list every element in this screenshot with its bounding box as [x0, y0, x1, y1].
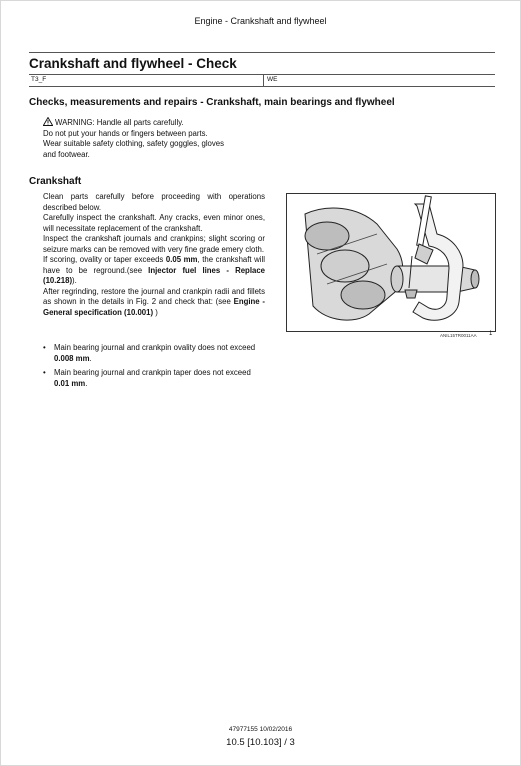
- bullet-taper-text: Main bearing journal and crankpin taper does not exceed: [54, 368, 251, 377]
- document-code-right: WE: [267, 76, 278, 83]
- code-divider: [263, 75, 264, 86]
- link-injector-fuel-lines[interactable]: Injector fuel lines - Replace (10.218): [43, 265, 265, 285]
- bullet-taper-end: .: [85, 378, 88, 388]
- paragraph-inspect-journals: Inspect the crankshaft journals and crankpins; slight scoring or seizure marks can be removed with very fine grade emery cloth.: [43, 234, 265, 254]
- regrind-text-rest: , the crankshaft will have to be reground.(see: [43, 255, 265, 275]
- section-heading: Checks, measurements and repairs - Crankshaft, main bearings and flywheel: [29, 97, 395, 108]
- figure-number: 1: [489, 331, 493, 337]
- title-rule-top: [29, 52, 495, 53]
- warning-text: WARNING: Handle all parts carefully.: [55, 118, 184, 127]
- warning-line-1: [43, 117, 283, 129]
- warning-line-2: Do not put your hands or fingers between parts.: [43, 128, 208, 138]
- regrind-value: 0.05 mm: [165, 255, 198, 264]
- regrind-text: If scoring, ovality or taper exceeds: [43, 255, 166, 264]
- specification-bullets: [43, 343, 265, 393]
- regrind-text-end: ).: [72, 276, 77, 285]
- bullet-ovality-end: .: [89, 353, 92, 363]
- warning-triangle-icon: [43, 117, 53, 126]
- warning-block: [43, 117, 283, 160]
- after-regrind-text: After regrinding, restore the journal and crankpin radii and fillets as shown in the details in Fig. 2 and check that: (see: [43, 286, 265, 306]
- bullet-taper-value: 0.01 mm: [54, 378, 86, 388]
- paragraph-after-regrinding: [43, 287, 265, 319]
- after-regrind-text-end: ): [153, 307, 158, 317]
- running-header: Engine - Crankshaft and flywheel: [194, 16, 327, 26]
- page-title: Crankshaft and flywheel - Check: [29, 56, 237, 71]
- bullet-taper: [43, 368, 265, 389]
- crankshaft-body: [43, 192, 265, 318]
- footer-page-number: 10.5 [10.103] / 3: [226, 737, 295, 748]
- bullet-ovality-value: 0.008 mm: [54, 353, 90, 363]
- warning-line-3: Wear suitable safety clothing, safety goggles, gloves: [43, 139, 225, 149]
- link-engine-general-specification[interactable]: Engine - General specification (10.001): [43, 297, 265, 317]
- document-code-left: T3_F: [31, 76, 47, 83]
- figure-caption: ANIL15TR0011AA: [440, 333, 477, 338]
- paragraph-inspect-crankshaft: Carefully inspect the crankshaft. Any cracks, even minor ones, will necessitate replacement of the crankshaft.: [43, 213, 265, 233]
- bullet-ovality-text: Main bearing journal and crankpin ovality does not exceed: [54, 343, 256, 352]
- document-code-row: [29, 75, 495, 87]
- crankshaft-heading: Crankshaft: [29, 176, 82, 187]
- paragraph-clean-parts: Clean parts carefully before proceeding with operations described below.: [43, 192, 265, 212]
- figure-crankshaft-measurement: [286, 193, 496, 332]
- paragraph-regrind-limit: [43, 255, 265, 287]
- footer-document-code: 47977155 10/02/2016: [228, 726, 293, 733]
- warning-line-4: and footwear.: [43, 149, 90, 159]
- bullet-ovality: [43, 343, 265, 364]
- crankshaft-micrometer-illustration: [287, 194, 495, 331]
